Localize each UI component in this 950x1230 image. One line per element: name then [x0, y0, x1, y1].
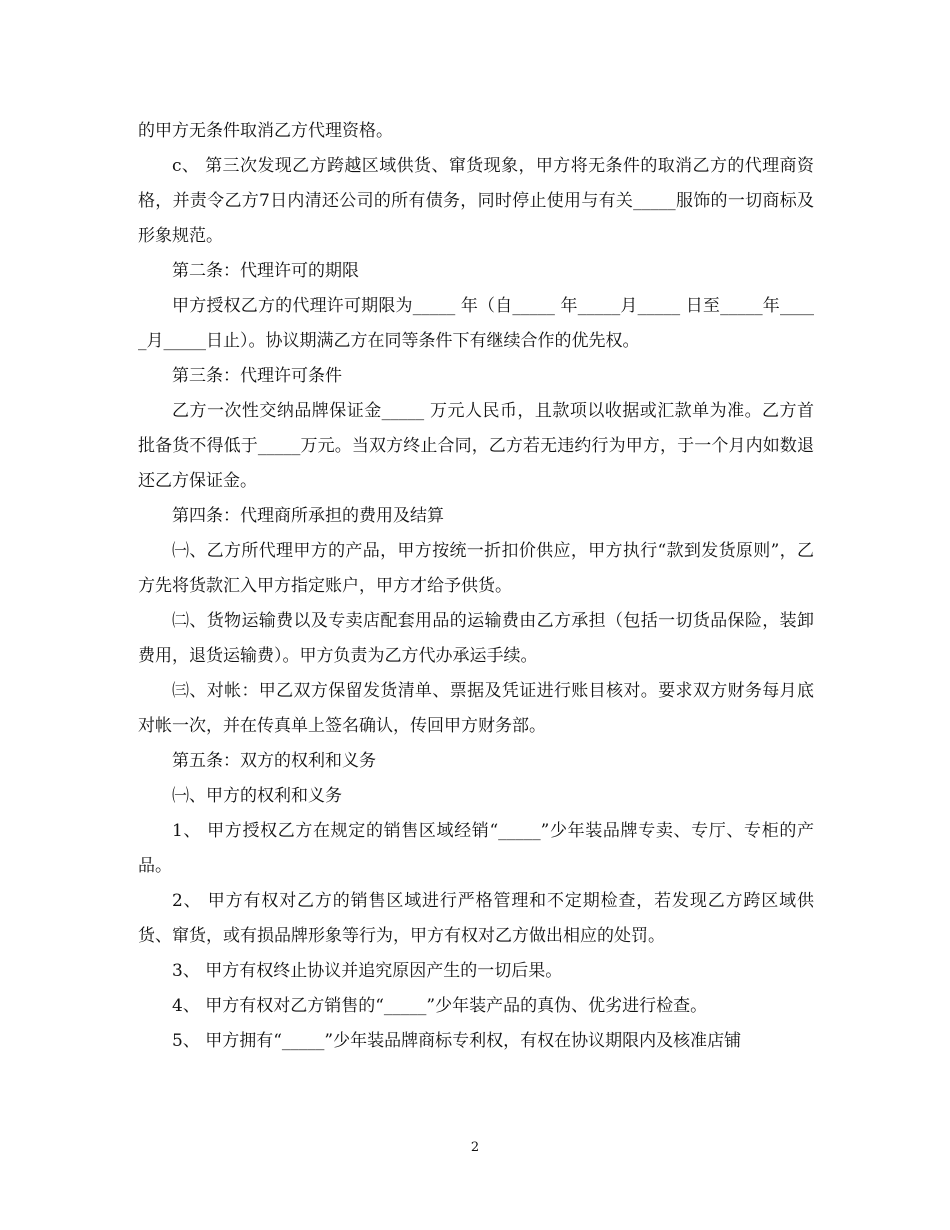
paragraph-right-2: 2、 甲方有权对乙方的销售区域进行严格管理和不定期检查，若发现乙方跨区域供货、窜货，或有损品牌形象等行为，甲方有权对乙方做出相应的处罚。 [138, 891, 814, 946]
paragraph-right-5: 5、 甲方拥有“_____”少年装品牌商标专利权，有权在协议期限内及核准店铺 [172, 1031, 742, 1051]
document-body [138, 114, 814, 1059]
paragraph-right-1: 1、 甲方授权乙方在规定的销售区域经销“_____”少年装品牌专卖、专厅、专柜的产品。 [138, 821, 814, 876]
paragraph-clause-c: c、 第三次发现乙方跨越区域供货、窜货现象，甲方将无条件的取消乙方的代理商资格，并责令乙方7日内清还公司的所有债务，同时停止使用与有关_____服饰的一切商标及形象规范。 [138, 156, 814, 246]
paragraph-right-3: 3、 甲方有权终止协议并追究原因产生的一切后果。 [172, 961, 563, 981]
paragraph-right-4: 4、 甲方有权对乙方销售的“_____”少年装产品的真伪、优劣进行检查。 [172, 996, 708, 1016]
subheading-party-a-rights: ㈠、甲方的权利和义务 [172, 786, 342, 806]
paragraph-fees-3: ㈢、对帐：甲乙双方保留发货清单、票据及凭证进行账目核对。要求双方财务每月底对帐一次，并在传真单上签名确认，传回甲方财务部。 [138, 681, 814, 736]
paragraph-continuation: 的甲方无条件取消乙方代理资格。 [138, 121, 393, 141]
paragraph-fees-2: ㈡、货物运输费以及专卖店配套用品的运输费由乙方承担（包括一切货品保险，装卸费用，退货运输费）。甲方负责为乙方代办承运手续。 [138, 611, 814, 666]
heading-article-4: 第四条：代理商所承担的费用及结算 [172, 506, 444, 526]
heading-article-2: 第二条：代理许可的期限 [172, 261, 359, 281]
page-number: 2 [470, 1140, 480, 1155]
heading-article-3: 第三条：代理许可条件 [172, 366, 342, 386]
paragraph-license-conditions: 乙方一次性交纳品牌保证金_____ 万元人民币，且款项以收据或汇款单为准。乙方首批备货不得低于_____万元。当双方终止合同，乙方若无违约行为甲方，于一个月内如数退还乙方保证金。 [138, 401, 814, 491]
paragraph-fees-1: ㈠、乙方所代理甲方的产品，甲方按统一折扣价供应，甲方执行“款到发货原则”，乙方先将货款汇入甲方指定账户，甲方才给予供货。 [138, 541, 814, 596]
heading-article-5: 第五条：双方的权利和义务 [172, 751, 376, 771]
paragraph-license-period: 甲方授权乙方的代理许可期限为_____ 年（自_____ 年_____月_____ 日至_____年_____月_____日止）。协议期满乙方在同等条件下有继续合作的优先权。 [138, 296, 814, 351]
